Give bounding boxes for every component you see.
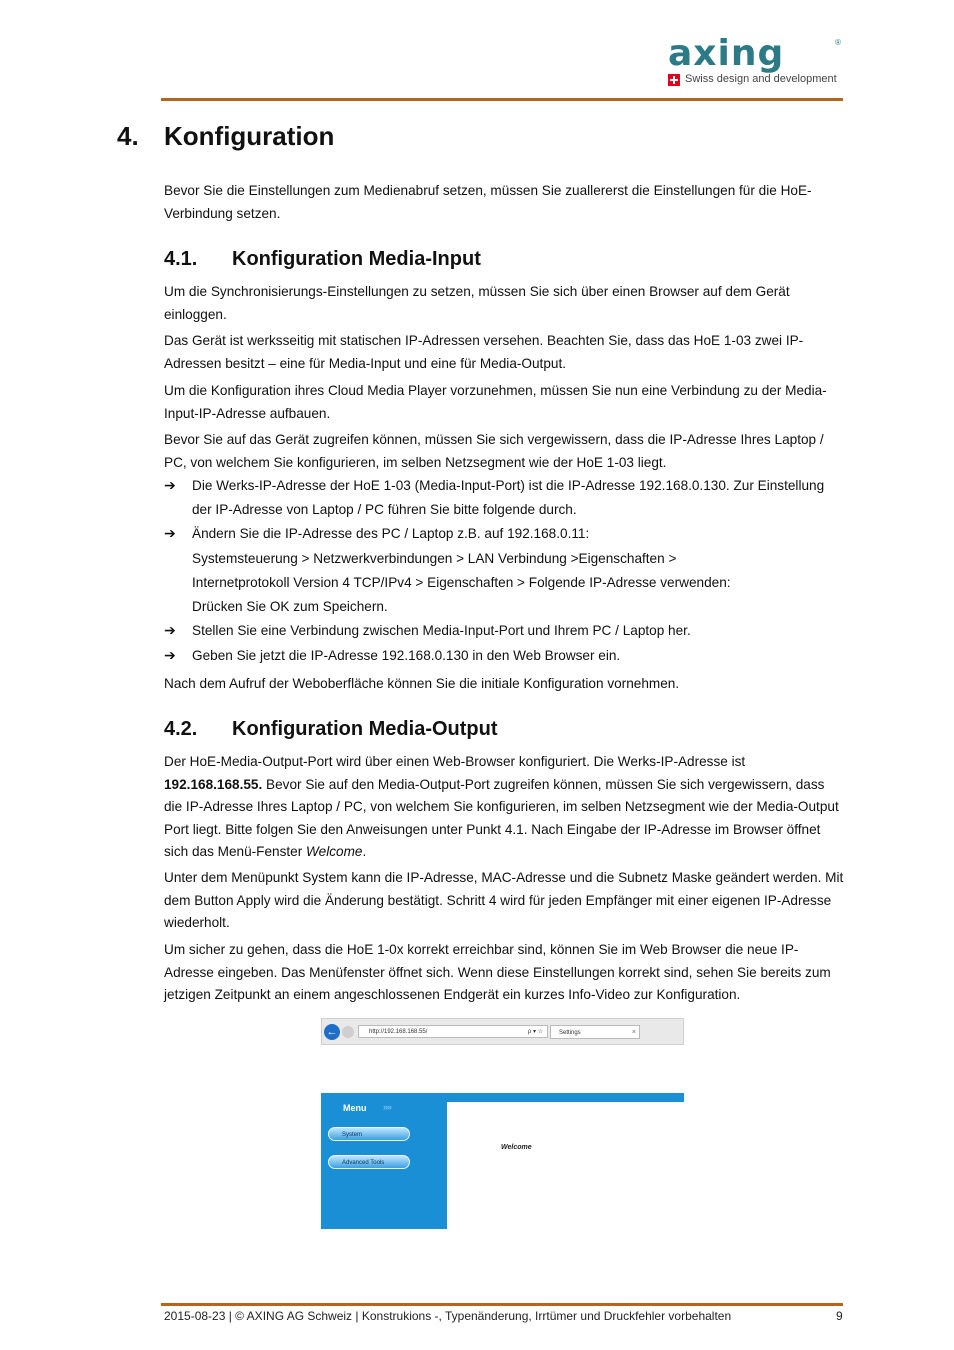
browser-tab: Settings ×: [550, 1025, 640, 1039]
footer-rule: [161, 1303, 843, 1306]
menu-title: Menu: [343, 1103, 367, 1113]
logo-wordmark: axing: [668, 33, 785, 74]
menu-item-system: System: [328, 1127, 410, 1141]
back-arrow-icon: ←: [324, 1024, 340, 1040]
browser-toolbar-screenshot: [321, 1018, 684, 1045]
chapter-title: 4. Konfiguration: [117, 121, 335, 151]
welcome-italic: Welcome: [306, 844, 363, 859]
axing-logo: [668, 33, 843, 90]
ip-address-bold: 192.168.168.55.: [164, 776, 263, 792]
close-icon: ×: [631, 1029, 636, 1036]
address-bar: http://192.168.168.55/ ρ ▾ ☆: [358, 1025, 548, 1038]
footer-text: 2015-08-23 | © AXING AG Schweiz | Konstrukions -, Typenänderung, Irrtümer und Druckfehler vorbehalten: [164, 1309, 732, 1323]
page-number: 9: [836, 1309, 843, 1323]
menu-panel: [321, 1093, 447, 1229]
address-controls: ρ ▾ ☆: [527, 1029, 543, 1035]
paragraph: Bevor Sie auf das Gerät zugreifen können, müssen Sie sich vergewissern, dass die IP-Adresse Ihres Laptop / PC, von welchem Sie konfigurieren, im selben Netzsegment wie der HoE 1-03 liegt.: [164, 432, 824, 470]
paragraph: Um die Synchronisierungs-Einstellungen zu setzen, müssen Sie sich über einen Browser auf dem Gerät einloggen.: [164, 284, 790, 322]
section-4-2-heading: 4.2. Konfiguration Media-Output: [164, 718, 498, 740]
menu-top-bar: [447, 1093, 684, 1102]
menu-item-advanced-tools: Advanced Tools: [328, 1155, 410, 1169]
arrow-right-icon: ➔: [164, 647, 176, 663]
paragraph: Um die Konfiguration ihres Cloud Media Player vorzunehmen, müssen Sie nun eine Verbindung zu der Media-Input-IP-Adresse aufbauen.: [164, 383, 827, 421]
intro-paragraph: Bevor Sie die Einstellungen zum Medienabruf setzen, müssen Sie zuallererst die Einstellungen für die HoE-Verbindung setzen.: [164, 183, 812, 221]
paragraph: Der HoE-Media-Output-Port wird über einen Web-Browser konfiguriert. Die Werks-IP-Adresse ist 192.168.168.55. Bevor Sie auf den Media-Output-Port zugreifen können, müssen Sie sich vergewissern, dass die IP-Adresse Ihres Laptop / PC, von welchem Sie konfigurieren, im selben Netzsegment wie der Media-Output Port liegt. Bitte folgen Sie den Anweisungen unter Punkt 4.1. Nach Eingabe der IP-Adresse im Browser öffnet sich das Menü-Fenster Welcome.: [164, 754, 839, 859]
forward-arrow-icon: [342, 1026, 354, 1038]
menu-corner: [447, 1102, 471, 1126]
logo-tagline: Swiss design and development: [685, 73, 837, 85]
welcome-text: Welcome: [501, 1144, 532, 1151]
arrow-right-icon: ➔: [164, 525, 176, 541]
paragraph: Nach dem Aufruf der Weboberfläche können Sie die initiale Konfiguration vornehmen.: [164, 676, 680, 691]
paragraph: Um sicher zu gehen, dass die HoE 1-0x korrekt erreichbar sind, können Sie im Web Browser die neue IP-Adresse eingeben. Das Menüfenster öffnet sich. Wenn diese Einstellungen korrekt sind, sehen Sie bereits zum jetzigen Zeitpunkt an einem angeschlossenen Endgerät ein kurzes Info-Video zur Konfiguration.: [164, 942, 831, 1002]
chevrons-icon: ››››: [383, 1102, 391, 1112]
arrow-right-icon: ➔: [164, 477, 176, 493]
arrow-right-icon: ➔: [164, 622, 176, 638]
section-4-1-heading: 4.1. Konfiguration Media-Input: [164, 248, 481, 270]
header-rule: [161, 98, 843, 101]
logo-registered-mark: ®: [835, 38, 841, 47]
paragraph: Unter dem Menüpunkt System kann die IP-Adresse, MAC-Adresse und die Subnetz Maske geändert werden. Mit dem Button Apply wird die Änderung bestätigt. Schritt 4 wird für jeden Empfänger mit einer eigenen IP-Adresse wiederholt.: [164, 870, 844, 930]
web-ui-screenshot: [321, 1093, 684, 1229]
paragraph: Das Gerät ist werksseitig mit statischen IP-Adressen versehen. Beachten Sie, dass das HoE 1-03 zwei IP-Adressen besitzt – eine für Media-Input und eine für Media-Output.: [164, 333, 804, 371]
swiss-flag-icon: [668, 74, 680, 86]
